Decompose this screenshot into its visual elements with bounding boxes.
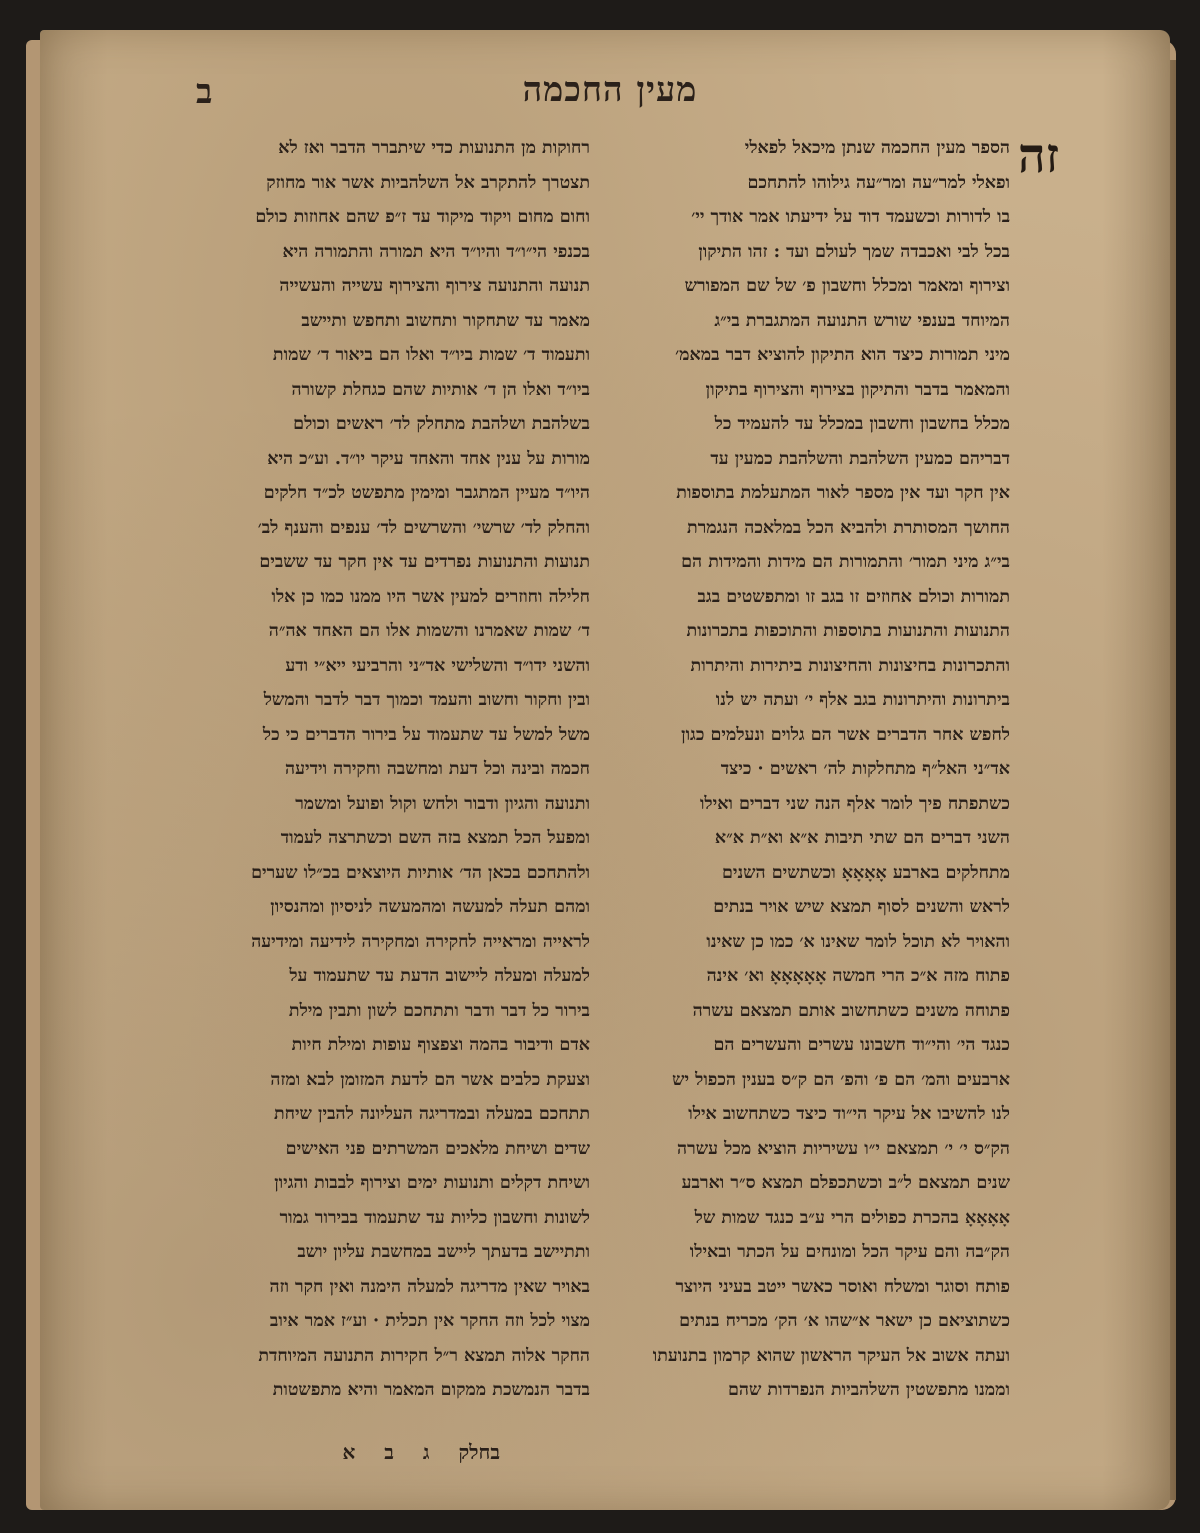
left-column xyxy=(170,131,590,1408)
running-title: מעין החכמה xyxy=(522,70,698,110)
text-line: ותעמוד ד׳ שמות ביו״ד ואלו הם ביאור ד׳ שמות xyxy=(272,345,590,365)
text-line: הספר מעין החכמה שנתן מיכאל לפאלי xyxy=(744,138,1010,158)
text-line: כנגד הי׳ והי״וד חשבונו עשרים והעשרים הם xyxy=(713,1035,1010,1055)
text-line: שנים תמצאם ל״ב וכשתכפלם תמצא ס״ר וארבע xyxy=(681,1173,1010,1193)
text-line: פתוחה משנים כשתחשוב אותם תמצאם עשרה xyxy=(692,1000,1010,1021)
text-line: תנועה והתנועה צירוף והצירוף עשייה והעשייה xyxy=(279,276,590,296)
text-line: תנועות והתנועות נפרדים עד אין חקר עד ששבים xyxy=(259,552,590,572)
text-line: וממנו מתפשטין השלהביות הנפרדות שהם xyxy=(727,1380,1010,1400)
text-line: ולהתחכם בכאן הד׳ אותיות היוצאים בכ״לו שערים xyxy=(251,862,590,883)
text-line: החושך המסותרת ולהביא הכל במלאכה הנגמרת xyxy=(687,517,1010,538)
text-line: כשתפתח פיך לומר אלף הנה שני דברים ואילו xyxy=(699,793,1010,814)
text-line: פותח וסוגר ומשלח ואוסר כאשר ייטב בעיני היוצר xyxy=(675,1276,1010,1297)
text-line: בכל לבי ואכבדה שמך לעולם ועד : זהו התיקון xyxy=(698,241,1010,262)
initial-word: זה xyxy=(1018,128,1059,184)
text-line: מתחלקים בארבע אָאָאָאָ וכשתשים השנים xyxy=(721,862,1010,883)
text-line: והתכרונות בחיצונות והחיצונות ביתירות והיתרות xyxy=(690,655,1010,676)
text-line: החקר אלוה תמצא ר״ל חקירות התנועה המיוחדת xyxy=(258,1345,590,1366)
text-line: לראייה ומראייה לחקירה ומחקירה לידיעה ומידיעה xyxy=(251,931,590,952)
text-line: פתוח מזה א״כ הרי חמשה אָאָאָאָאָ וא׳ אינה xyxy=(706,966,1010,986)
text-line: דבריהם כמעין השלהבת והשלהבת כמעין עד xyxy=(710,448,1010,469)
text-line: תצטרך להתקרב אל השלהביות אשר אור מחוזק xyxy=(266,172,590,193)
text-line: לחפש אחר הדברים אשר הם גלוים ונעלמים כגון xyxy=(681,724,1010,745)
text-line: ותנועה והגיון ודבור ולחש וקול ופועל ומשמר xyxy=(295,793,590,814)
text-line: ובין וחקור וחשוב והעמד וכמוך דבר לדבר והמשל xyxy=(263,690,590,710)
text-line: ביתרונות והיתרונות בגב אלף י׳ ועתה יש לנו xyxy=(715,690,1010,710)
text-line: ומהם תעלה למעשה ומהמעשה לניסיון ומהנסיון xyxy=(270,897,590,917)
text-line: שדים ושיחת מלאכים המשרתים פני האישים xyxy=(285,1138,590,1159)
text-line: וצירוף ומאמר ומכלל וחשבון פ׳ של שם המפורש xyxy=(684,276,1010,296)
text-line: בשלהבת ושלהבת מתחלק לד׳ ראשים וכולם xyxy=(293,414,590,434)
text-line: לנו להשיבו אל עיקר הי״וד כיצד כשתחשוב אילו xyxy=(688,1104,1010,1124)
text-line: והשני ידו״ד והשלישי אד״ני והרביעי ייא״י ודע xyxy=(285,655,590,676)
text-line: השני דברים הם שתי תיבות א״א וא״ת א״א xyxy=(714,828,1010,848)
text-line: למעלה ומעלה ליישוב הדעת עד שתעמוד על xyxy=(289,966,590,986)
text-line: חכמה ובינה וכל דעת ומחשבה וחקירה וידיעה xyxy=(285,759,590,779)
text-line: ופאלי למר״עה ומר״עה גילוהו להתחכם xyxy=(747,172,1010,193)
catchword-line: בחלק ג ב א xyxy=(342,1440,500,1464)
text-line: אָאָאָאָ בהכרת כפולים הרי ע״ב כנגד שמות של xyxy=(694,1207,1010,1228)
text-line: כשתוציאם כן ישאר א״שהו א׳ הק׳ מכריח בנתים xyxy=(679,1311,1010,1331)
text-line: בכנפי הי״ו״ד והיו״ד היא תמורה והתמורה היא xyxy=(282,241,590,262)
text-line: התנועות והתנועות בתוספות והתוכפות בתכרונות xyxy=(686,621,1010,641)
text-line: לשונות וחשבון כליות עד שתעמוד בבירור גמור xyxy=(279,1207,590,1228)
text-line: וצעקת כלבים אשר הם לדעת המזומן לבא ומזה xyxy=(270,1069,590,1090)
text-line: מצוי לכל וזה החקר אין תכלית · וע״ז אמר איוב xyxy=(269,1311,590,1331)
text-line: אין חקר ועד אין מספר לאור המתעלמת בתוספות xyxy=(676,483,1010,503)
text-line: רחוקות מן התנועות כדי שיתברר הדבר ואז לא xyxy=(278,138,590,158)
text-line: היו״ד מעיין המתגבר ומימין מתפשט לכ״ד חלקים xyxy=(263,483,590,503)
text-line: לראש והשנים לסוף תמצא שיש אויר בנתים xyxy=(713,897,1010,917)
text-line: משל למשל עד שתעמוד על בירור הדברים כי כל xyxy=(262,724,590,745)
right-column xyxy=(622,131,1010,1408)
text-line: בי״ג מיני תמור׳ והתמורות הם מידות והמידות הם xyxy=(681,552,1010,572)
text-line: ושיחת דקלים ותנועות ימים וצירוף לבבות והגיון xyxy=(274,1173,590,1193)
text-line: מכלל בחשבון וחשבון במכלל עד להעמיד כל xyxy=(714,414,1010,434)
folio-number: ב xyxy=(196,72,213,112)
text-line: ארבעים והמ׳ הם פ׳ והפ׳ הם ק״ס בענין הכפול יש xyxy=(672,1069,1010,1090)
text-line: באויר שאין מדריגה למעלה הימנה ואין חקר וזה xyxy=(269,1276,590,1297)
text-line: ותתיישב בדעתך ליישב במחשבת עליון יושב xyxy=(297,1242,590,1262)
text-line: והאויר לא תוכל לומר שאינו א׳ כמו כן שאינו xyxy=(706,931,1010,952)
text-line: ועתה אשוב אל העיקר הראשון שהוא קרמון בתנועתו xyxy=(652,1345,1010,1366)
text-line: תמורות וכולם אחוזים זו בגב זו ומתפשטים בגב xyxy=(697,586,1010,607)
text-line: מורות על ענין אחד והאחד עיקר יו״ד. וע״כ היא xyxy=(267,448,590,469)
text-line: מאמר עד שתחקור ותחשוב ותחפש ותיישב xyxy=(301,310,590,331)
text-line: בו לדורות וכשעמד דוד על ידיעתו אמר אודך יי׳ xyxy=(691,207,1010,227)
text-line: אדם ודיבור בהמה וצפצוף עופות ומילת חיות xyxy=(291,1035,590,1055)
text-line: ביו״ד ואלו הן ד׳ אותיות שהם כגחלת קשורה xyxy=(291,379,590,400)
text-line: בירור כל דבר ודבר ותתחכם לשון ותבין מילת xyxy=(288,1000,590,1021)
text-line: וחום מחום ויקוד מיקוד עד ז״פ שהם אחוזות כולם xyxy=(255,207,590,227)
text-line: הק״ס י׳ י׳ תמצאם י״ו עשיריות הוציא מכל עשרה xyxy=(677,1138,1010,1159)
text-line: והחלק לד׳ שרשי׳ והשרשים לד׳ ענפים והענף לב׳ xyxy=(257,517,590,538)
text-line: הק״בה והם עיקר הכל ומונחים על הכתר ובאילו xyxy=(689,1242,1010,1262)
text-line: בדבר הנמשכת ממקום המאמר והיא מתפשטות xyxy=(272,1380,590,1400)
text-line: המיוחד בענפי שורש התנועה המתגברת בי״ג xyxy=(714,310,1010,331)
text-line: ומפעל הכל תמצא בזה השם וכשתרצה לעמוד xyxy=(280,828,590,848)
text-line: מיני תמורות כיצד הוא התיקון להוציא דבר במאמ׳ xyxy=(675,345,1010,365)
text-line: תתחכם במעלה ובמדריגה העליונה להבין שיחת xyxy=(273,1104,590,1124)
text-line: ד׳ שמות שאמרנו והשמות אלו הם האחד אה״ה xyxy=(268,621,590,641)
text-line: והמאמר בדבר והתיקון בצירוף והצירוף בתיקון xyxy=(705,379,1010,400)
text-line: אד״ני האל״ף מתחלקות לה׳ ראשים · כיצד xyxy=(720,759,1010,779)
text-line: חלילה וחוזרים למעין אשר היו ממנו כמו כן אלו xyxy=(271,586,590,607)
